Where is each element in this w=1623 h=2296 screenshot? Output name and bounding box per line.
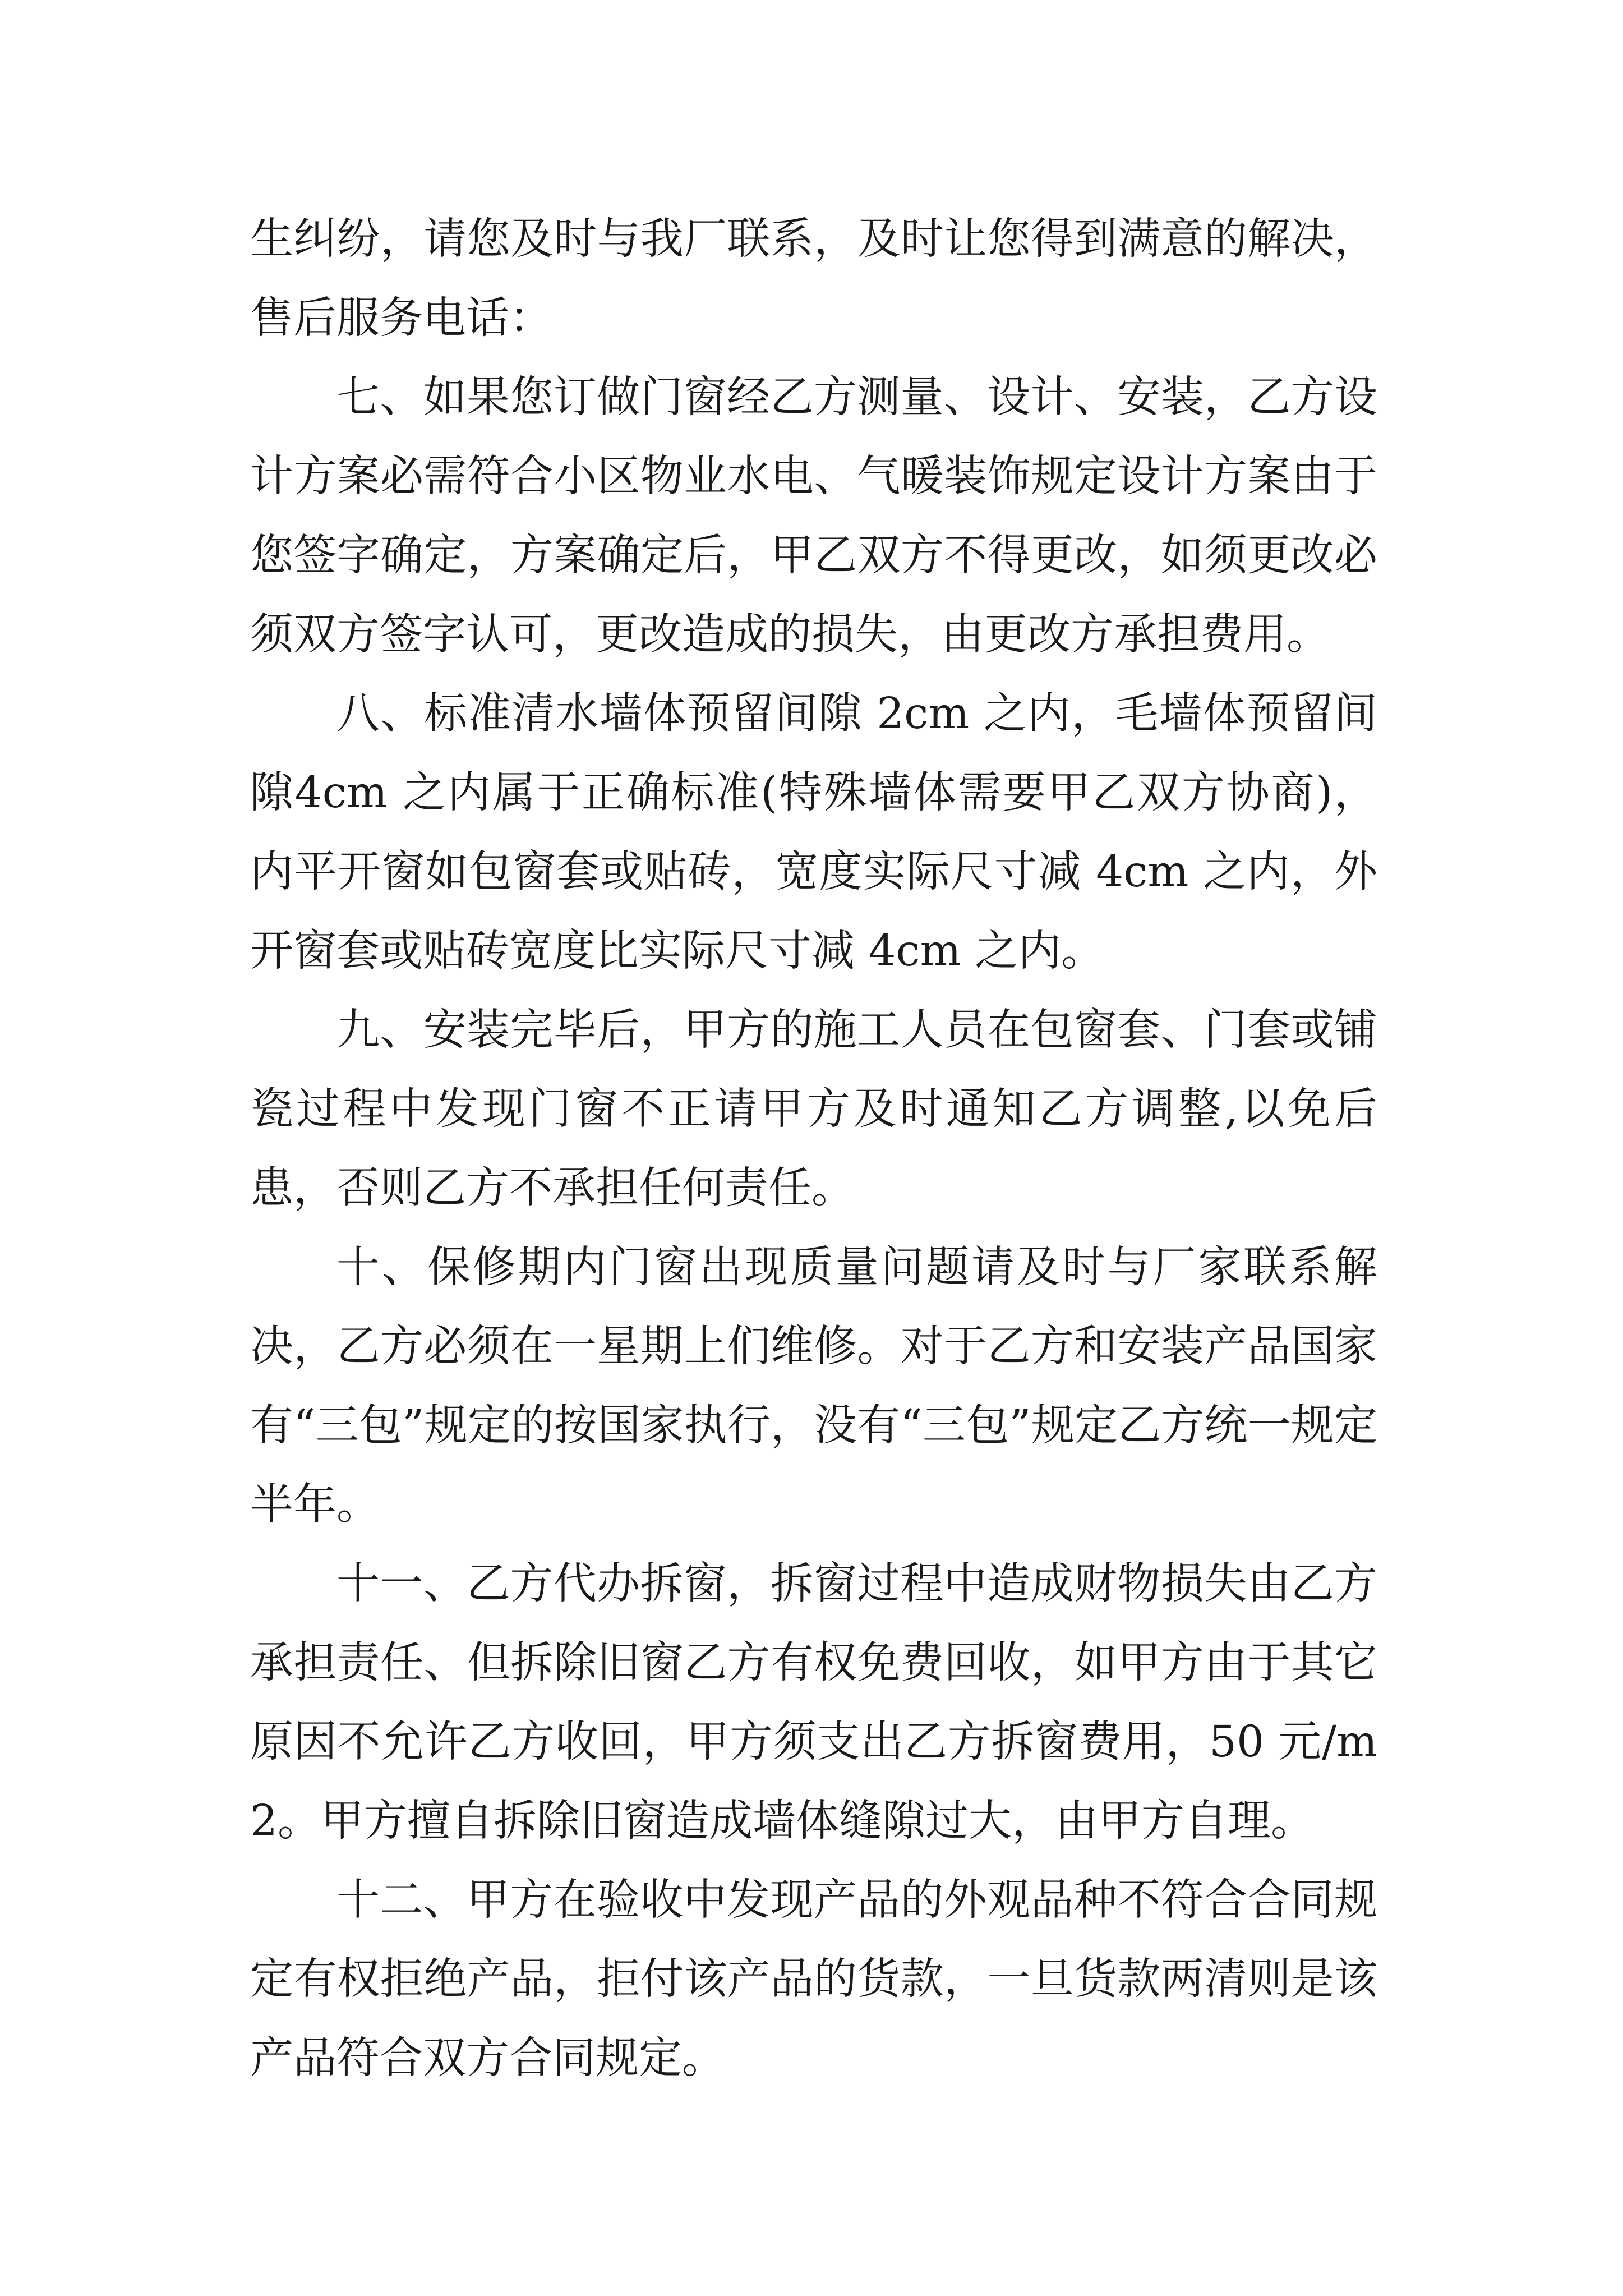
document-body	[250, 200, 1377, 2098]
paragraph-clause-9: 九、安装完毕后，甲方的施工人员在包窗套、门套或铺瓷过程中发现门窗不正请甲方及时通知乙方调整,以免后患，否则乙方不承担任何责任。	[250, 1005, 1377, 1213]
paragraph-clause-11: 十一、乙方代办拆窗，拆窗过程中造成财物损失由乙方承担责任、但拆除旧窗乙方有权免费回收，如甲方由于其它原因不允许乙方收回，甲方须支出乙方拆窗费用，50 元/m2。甲方擅自拆除旧窗造成墙体缝隙过大，由甲方自理。	[250, 1559, 1377, 1846]
paragraph-clause-8: 八、标准清水墙体预留间隙 2cm 之内，毛墙体预留间隙4cm 之内属于正确标准(特殊墙体需要甲乙双方协商)，内平开窗如包窗套或贴砖，宽度实际尺寸减 4cm 之内，外开窗套或贴砖宽度比实际尺寸减 4cm 之内。	[250, 689, 1377, 976]
paragraph-clause-12: 十二、甲方在验收中发现产品的外观品种不符合合同规定有权拒绝产品，拒付该产品的货款，一旦货款两清则是该产品符合双方合同规定。	[250, 1875, 1377, 2083]
paragraph-clause-10: 十、保修期内门窗出现质量问题请及时与厂家联系解决，乙方必须在一星期上们维修。对于乙方和安装产品国家有“三包”规定的按国家执行，没有“三包”规定乙方统一规定半年。	[250, 1243, 1377, 1530]
paragraph-clause-7: 七、如果您订做门窗经乙方测量、设计、安装，乙方设计方案必需符合小区物业水电、气暖装饰规定设计方案由于您签字确定，方案确定后，甲乙双方不得更改，如须更改必须双方签字认可，更改造成的损失，由更改方承担费用。	[250, 372, 1377, 660]
paragraph-continuation: 生纠纷，请您及时与我厂联系，及时让您得到满意的解决，售后服务电话：	[250, 214, 1377, 343]
